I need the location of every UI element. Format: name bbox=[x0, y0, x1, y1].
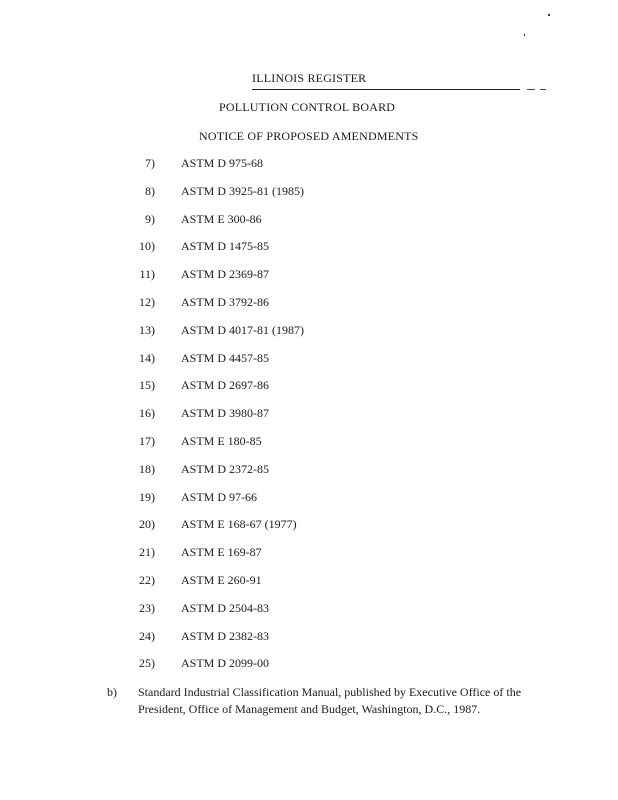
item-text: ASTM D 2099-00 bbox=[181, 656, 270, 671]
paragraph-label: b) bbox=[107, 685, 117, 699]
item-number: 25) bbox=[139, 656, 155, 671]
item-text: ASTM D 3792-86 bbox=[181, 294, 270, 309]
item-number: 21) bbox=[139, 545, 155, 560]
item-text: ASTM D 3980-87 bbox=[181, 406, 270, 421]
item-text: ASTM D 1475-85 bbox=[181, 239, 270, 254]
item-text: ASTM E 180-85 bbox=[181, 433, 262, 448]
item-number: 9) bbox=[145, 211, 155, 226]
list-item bbox=[0, 289, 618, 317]
paragraph-line: Standard Industrial Classification Manual, published by Executive Office of the bbox=[138, 685, 522, 699]
register-title: ILLINOIS REGISTER bbox=[252, 71, 367, 85]
item-number: 10) bbox=[139, 239, 155, 254]
list-item bbox=[0, 511, 618, 539]
list-item bbox=[0, 400, 618, 428]
register-rule bbox=[252, 89, 520, 90]
list-item bbox=[0, 456, 618, 484]
paragraph-line: President, Office of Management and Budget, Washington, D.C., 1987. bbox=[138, 701, 481, 716]
paragraph-body bbox=[138, 684, 558, 717]
list-item bbox=[0, 233, 618, 261]
item-number: 8) bbox=[145, 183, 155, 198]
register-rule-tail bbox=[540, 89, 546, 90]
item-text: ASTM D 4017-81 (1987) bbox=[181, 322, 304, 337]
scan-speck bbox=[548, 14, 550, 16]
list-item bbox=[0, 567, 618, 595]
item-number: 22) bbox=[139, 572, 155, 587]
item-number: 12) bbox=[139, 294, 155, 309]
item-number: 11) bbox=[139, 267, 155, 282]
list-item bbox=[0, 623, 618, 651]
scan-speck bbox=[524, 34, 525, 36]
item-text: ASTM E 260-91 bbox=[181, 572, 262, 587]
item-number: 18) bbox=[139, 461, 155, 476]
list-item bbox=[0, 428, 618, 456]
item-number: 15) bbox=[139, 378, 155, 393]
list-item bbox=[0, 372, 618, 400]
list-item bbox=[0, 650, 618, 678]
list-item bbox=[0, 150, 618, 178]
item-text: ASTM E 168-67 (1977) bbox=[181, 517, 297, 532]
item-number: 17) bbox=[139, 433, 155, 448]
item-text: ASTM D 2504-83 bbox=[181, 600, 270, 615]
item-text: ASTM D 975-68 bbox=[181, 156, 264, 170]
register-rule-tail bbox=[527, 89, 535, 90]
item-text: ASTM E 169-87 bbox=[181, 545, 262, 560]
item-text: ASTM D 2372-85 bbox=[181, 461, 270, 476]
list-item bbox=[0, 261, 618, 289]
item-number: 16) bbox=[139, 406, 155, 421]
list-item bbox=[0, 178, 618, 206]
item-text: ASTM D 2369-87 bbox=[181, 267, 270, 282]
item-number: 23) bbox=[139, 600, 155, 615]
item-number: 20) bbox=[139, 517, 155, 532]
item-number: 14) bbox=[139, 350, 155, 365]
item-text: ASTM E 300-86 bbox=[181, 211, 262, 226]
notice-title: NOTICE OF PROPOSED AMENDMENTS bbox=[199, 129, 419, 143]
list-item bbox=[0, 484, 618, 512]
item-number: 24) bbox=[139, 628, 155, 643]
list-item bbox=[0, 595, 618, 623]
item-text: ASTM D 4457-85 bbox=[181, 350, 270, 365]
item-text: ASTM D 97-66 bbox=[181, 489, 258, 504]
item-number: 19) bbox=[139, 489, 155, 504]
list-item bbox=[0, 317, 618, 345]
item-number: 13) bbox=[139, 322, 155, 337]
list-item bbox=[0, 206, 618, 234]
item-number: 7) bbox=[145, 156, 155, 170]
board-title: POLLUTION CONTROL BOARD bbox=[219, 100, 396, 114]
astm-reference-list bbox=[0, 150, 618, 678]
list-item bbox=[0, 539, 618, 567]
list-item bbox=[0, 345, 618, 373]
item-text: ASTM D 2697-86 bbox=[181, 378, 270, 393]
item-text: ASTM D 2382-83 bbox=[181, 628, 270, 643]
item-text: ASTM D 3925-81 (1985) bbox=[181, 183, 304, 198]
